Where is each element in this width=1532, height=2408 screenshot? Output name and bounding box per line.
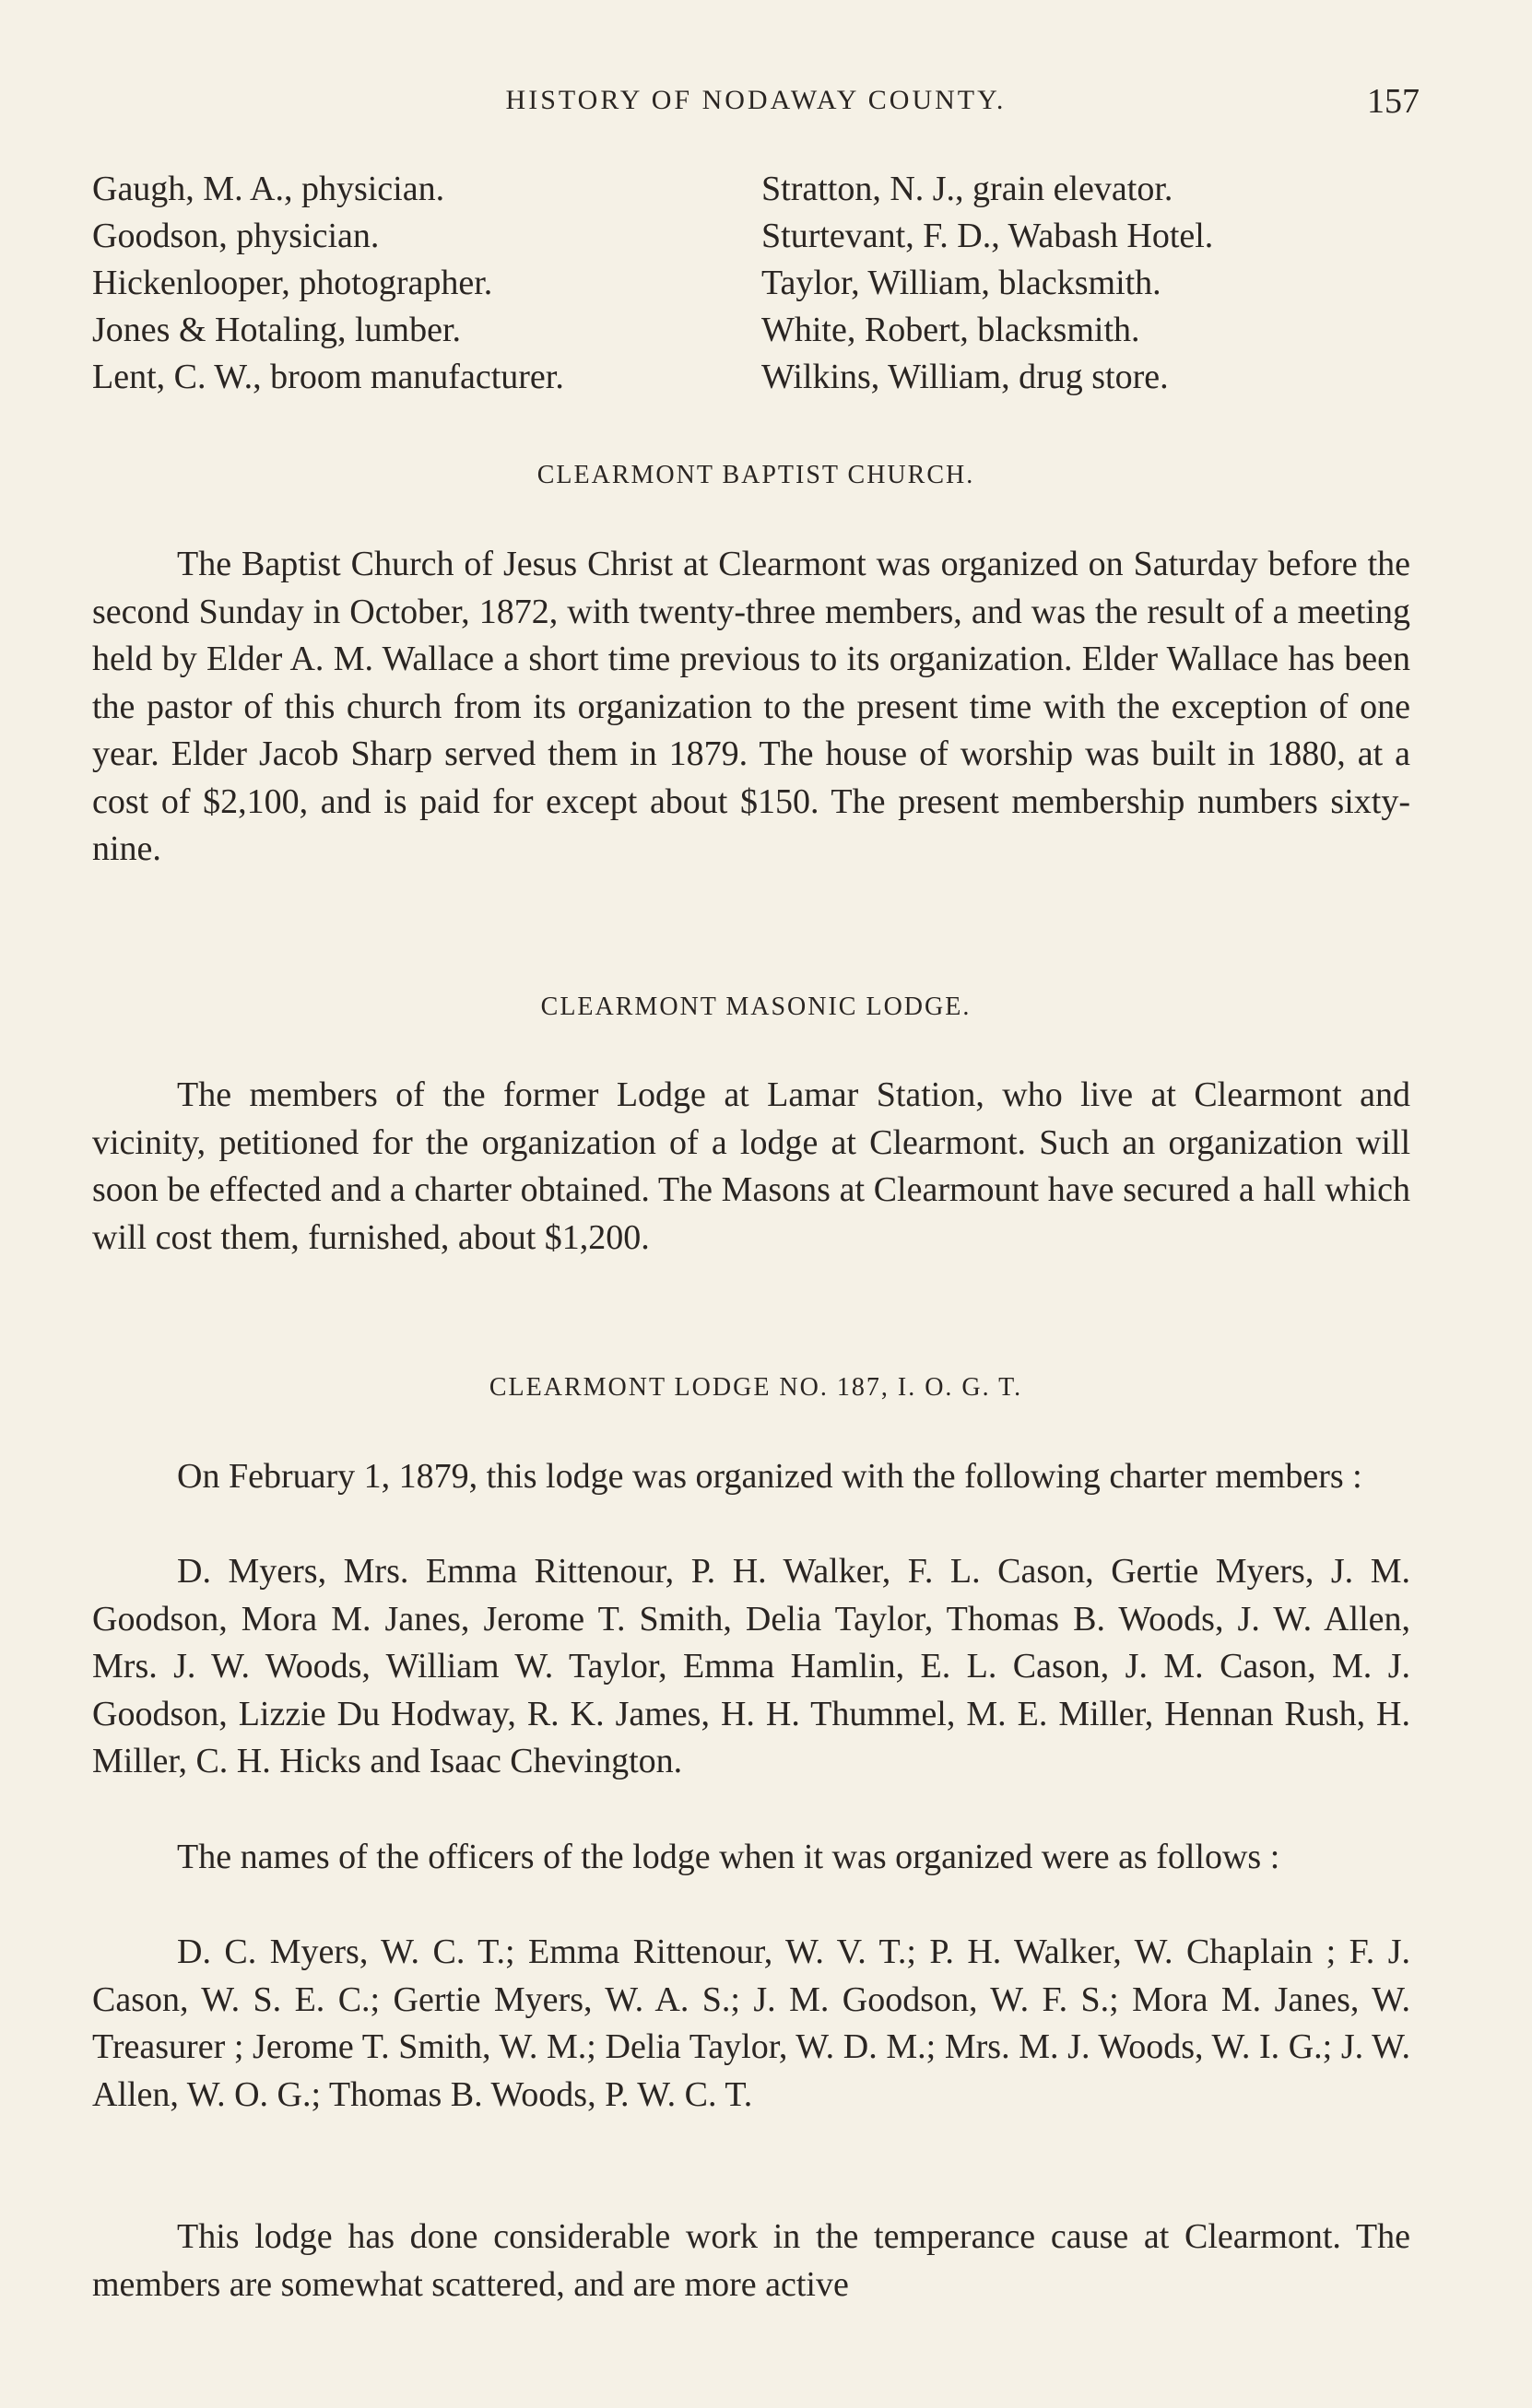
baptist-church-heading: CLEARMONT BAPTIST CHURCH. bbox=[536, 461, 975, 489]
page-number: 157 bbox=[1367, 82, 1420, 121]
iogt-closing-paragraph: This lodge has done considerable work in the temperance cause at Clearmont. The members are somewhat scattered, and are more active bbox=[92, 2217, 1410, 2304]
directory-entry: Jones & Hotaling, lumber. bbox=[92, 311, 462, 349]
directory-entry: Taylor, William, blacksmith. bbox=[761, 264, 1161, 302]
directory-entry: Lent, C. W., broom manufacturer. bbox=[92, 358, 564, 396]
directory-entry: Sturtevant, F. D., Wabash Hotel. bbox=[761, 217, 1214, 255]
directory-entry: Gaugh, M. A., physician. bbox=[92, 170, 445, 208]
directory-right-column bbox=[761, 166, 1425, 401]
iogt-intro-paragraph: On February 1, 1879, this lodge was organized with the following charter members : bbox=[177, 1457, 1362, 1496]
directory-entry: White, Robert, blacksmith. bbox=[761, 311, 1140, 349]
iogt-members-paragraph: D. Myers, Mrs. Emma Rittenour, P. H. Walker, F. L. Cason, Gertie Myers, J. M. Goodson, Mora M. Janes, Jerome T. Smith, Delia Taylor, Thomas B. Woods, J. W. Allen, Mrs. J. W. Woods, William W. Taylor, Emma Hamlin, E. L. Cason, J. M. Cason, M. J. Goodson, Lizzie Du Hodway, R. K. James, H. H. Thummel, M. E. Miller, Hennan Rush, H. Miller, C. H. Hicks and Isaac Chevington. bbox=[92, 1552, 1410, 1780]
directory-entry: Stratton, N. J., grain elevator. bbox=[761, 170, 1173, 208]
baptist-church-paragraph: The Baptist Church of Jesus Christ at Clearmont was organized on Saturday before the second Sunday in October, 1872, with twenty-three members, and was the result of a meeting held by Elder A. M. Wallace a short time previous to its organization. Elder Wallace has been the pastor of this church from its organization to the present time with the exception of one year. Elder Jacob Sharp served them in 1879. The house of worship was built in 1880, at a cost of $2,100, and is paid for except about $150. The present membership numbers sixty-nine. bbox=[92, 545, 1410, 868]
iogt-officers-intro-paragraph: The names of the officers of the lodge when it was organized were as follows : bbox=[177, 1838, 1280, 1876]
iogt-lodge-heading: CLEARMONT LODGE NO. 187, I. O. G. T. bbox=[489, 1373, 1023, 1402]
directory-entry: Goodson, physician. bbox=[92, 217, 380, 255]
directory-entry: Wilkins, William, drug store. bbox=[761, 358, 1169, 396]
iogt-officers-paragraph: D. C. Myers, W. C. T.; Emma Rittenour, W. V. T.; P. H. Walker, W. Chaplain ; F. J. Cason, W. S. E. C.; Gertie Myers, W. A. S.; J. M. Goodson, W. F. S.; Mora M. Janes, W. Treasurer ; Jerome T. Smith, W. M.; Delia Taylor, W. D. M.; Mrs. M. J. Woods, W. I. G.; J. W. Allen, W. O. G.; Thomas B. Woods, P. W. C. T. bbox=[92, 1932, 1410, 2114]
running-head bbox=[92, 81, 1420, 127]
directory-entry: Hickenlooper, photographer. bbox=[92, 264, 493, 302]
directory-left-column bbox=[92, 166, 756, 401]
running-title: HISTORY OF NODAWAY COUNTY. bbox=[505, 85, 1007, 115]
masonic-lodge-paragraph: The members of the former Lodge at Lamar Station, who live at Clearmont and vicinity, petitioned for the organization of a lodge at Clearmont. Such an organization will soon be effected and a charter obtained. The Masons at Clearmount have secured a hall which will cost them, furnished, about $1,200. bbox=[92, 1075, 1410, 1257]
masonic-lodge-heading: CLEARMONT MASONIC LODGE. bbox=[540, 993, 972, 1021]
